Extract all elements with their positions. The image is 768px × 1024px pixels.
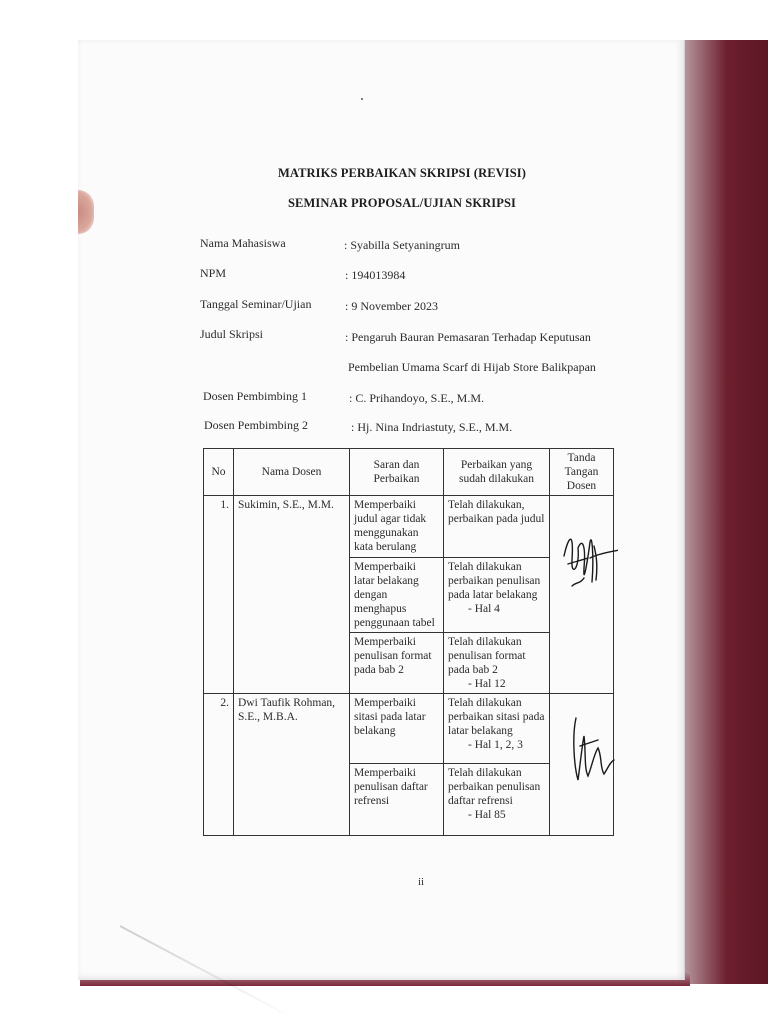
- row-saran: Memperbaiki sitasi pada latar belakang: [350, 694, 444, 764]
- header-perbaikan: Perbaikan yang sudah dilakukan: [444, 449, 550, 496]
- row-nama-dosen: Dwi Taufik Rohman, S.E., M.B.A.: [234, 694, 350, 836]
- signature-cell: [550, 496, 614, 694]
- dosen2-label: Dosen Pembimbing 2: [204, 418, 308, 432]
- perbaikan-text: Telah dilakukan perbaikan sitasi pada latar belakang: [448, 697, 545, 737]
- revision-matrix-table: [203, 448, 614, 836]
- npm-label: NPM: [200, 266, 227, 280]
- dosen2-value: : Hj. Nina Indriastuty, S.E., M.M.: [351, 420, 513, 434]
- table-row: [204, 694, 614, 764]
- row-nama-dosen: Sukimin, S.E., M.M.: [234, 496, 350, 694]
- header-no: No: [204, 449, 234, 496]
- header-nama-dosen: Nama Dosen: [234, 449, 350, 496]
- judul-value-line2: Pembelian Umama Scarf di Hijab Store Balikpapan: [348, 360, 596, 374]
- row-no: 1.: [204, 496, 234, 694]
- row-no: 2.: [204, 694, 234, 836]
- nama-mahasiswa-value: : Syabilla Setyaningrum: [344, 238, 460, 252]
- tanggal-label: Tanggal Seminar/Ujian: [200, 297, 312, 311]
- dosen1-label: Dosen Pembimbing 1: [203, 389, 307, 403]
- row-saran: Memperbaiki penulisan daftar refrensi: [350, 764, 444, 836]
- row-perbaikan: [444, 694, 550, 764]
- paper-speck: [361, 98, 363, 100]
- row-perbaikan: [444, 764, 550, 836]
- row-perbaikan: [444, 496, 550, 558]
- page-number: ii: [417, 876, 425, 888]
- halaman-ref: - Hal 1, 2, 3: [468, 739, 523, 751]
- halaman-ref: - Hal 85: [468, 809, 506, 821]
- judul-label: Judul Skripsi: [200, 327, 264, 341]
- nama-mahasiswa-label: Nama Mahasiswa: [200, 236, 286, 250]
- npm-value: : 194013984: [345, 268, 406, 282]
- row-perbaikan: [444, 558, 550, 633]
- signature-cell: [550, 694, 614, 836]
- header-tanda-tangan: Tanda Tangan Dosen: [550, 449, 614, 496]
- document-subtitle: SEMINAR PROPOSAL/UJIAN SKRIPSI: [287, 196, 517, 210]
- document-title: MATRIKS PERBAIKAN SKRIPSI (REVISI): [278, 166, 526, 180]
- table-row: [204, 496, 614, 558]
- perbaikan-text: Telah dilakukan perbaikan penulisan pada latar belakang: [448, 561, 541, 601]
- signature-1-icon: [554, 498, 618, 618]
- judul-value-line1: : Pengaruh Bauran Pemasaran Terhadap Keputusan: [345, 330, 591, 344]
- table-header-row: [204, 449, 614, 496]
- perbaikan-text: Telah dilakukan penulisan format pada bab 2: [448, 636, 526, 676]
- background-surface-right: [676, 40, 768, 984]
- perbaikan-text: Telah dilakukan perbaikan penulisan daftar refrensi: [448, 767, 541, 807]
- row-saran: Memperbaiki penulisan format pada bab 2: [350, 633, 444, 694]
- dosen1-value: : C. Prihandoyo, S.E., M.M.: [349, 391, 485, 405]
- header-saran: Saran dan Perbaikan: [350, 449, 444, 496]
- halaman-ref: - Hal 4: [468, 603, 500, 615]
- row-saran: Memperbaiki judul agar tidak menggunakan kata berulang: [350, 496, 444, 558]
- row-saran: Memperbaiki latar belakang dengan menghapus penggunaan tabel: [350, 558, 444, 633]
- tanggal-value: : 9 November 2023: [345, 299, 438, 313]
- perbaikan-text: Telah dilakukan, perbaikan pada judul: [448, 499, 545, 525]
- signature-2-icon: [554, 696, 618, 806]
- row-perbaikan: [444, 633, 550, 694]
- halaman-ref: - Hal 12: [468, 678, 506, 690]
